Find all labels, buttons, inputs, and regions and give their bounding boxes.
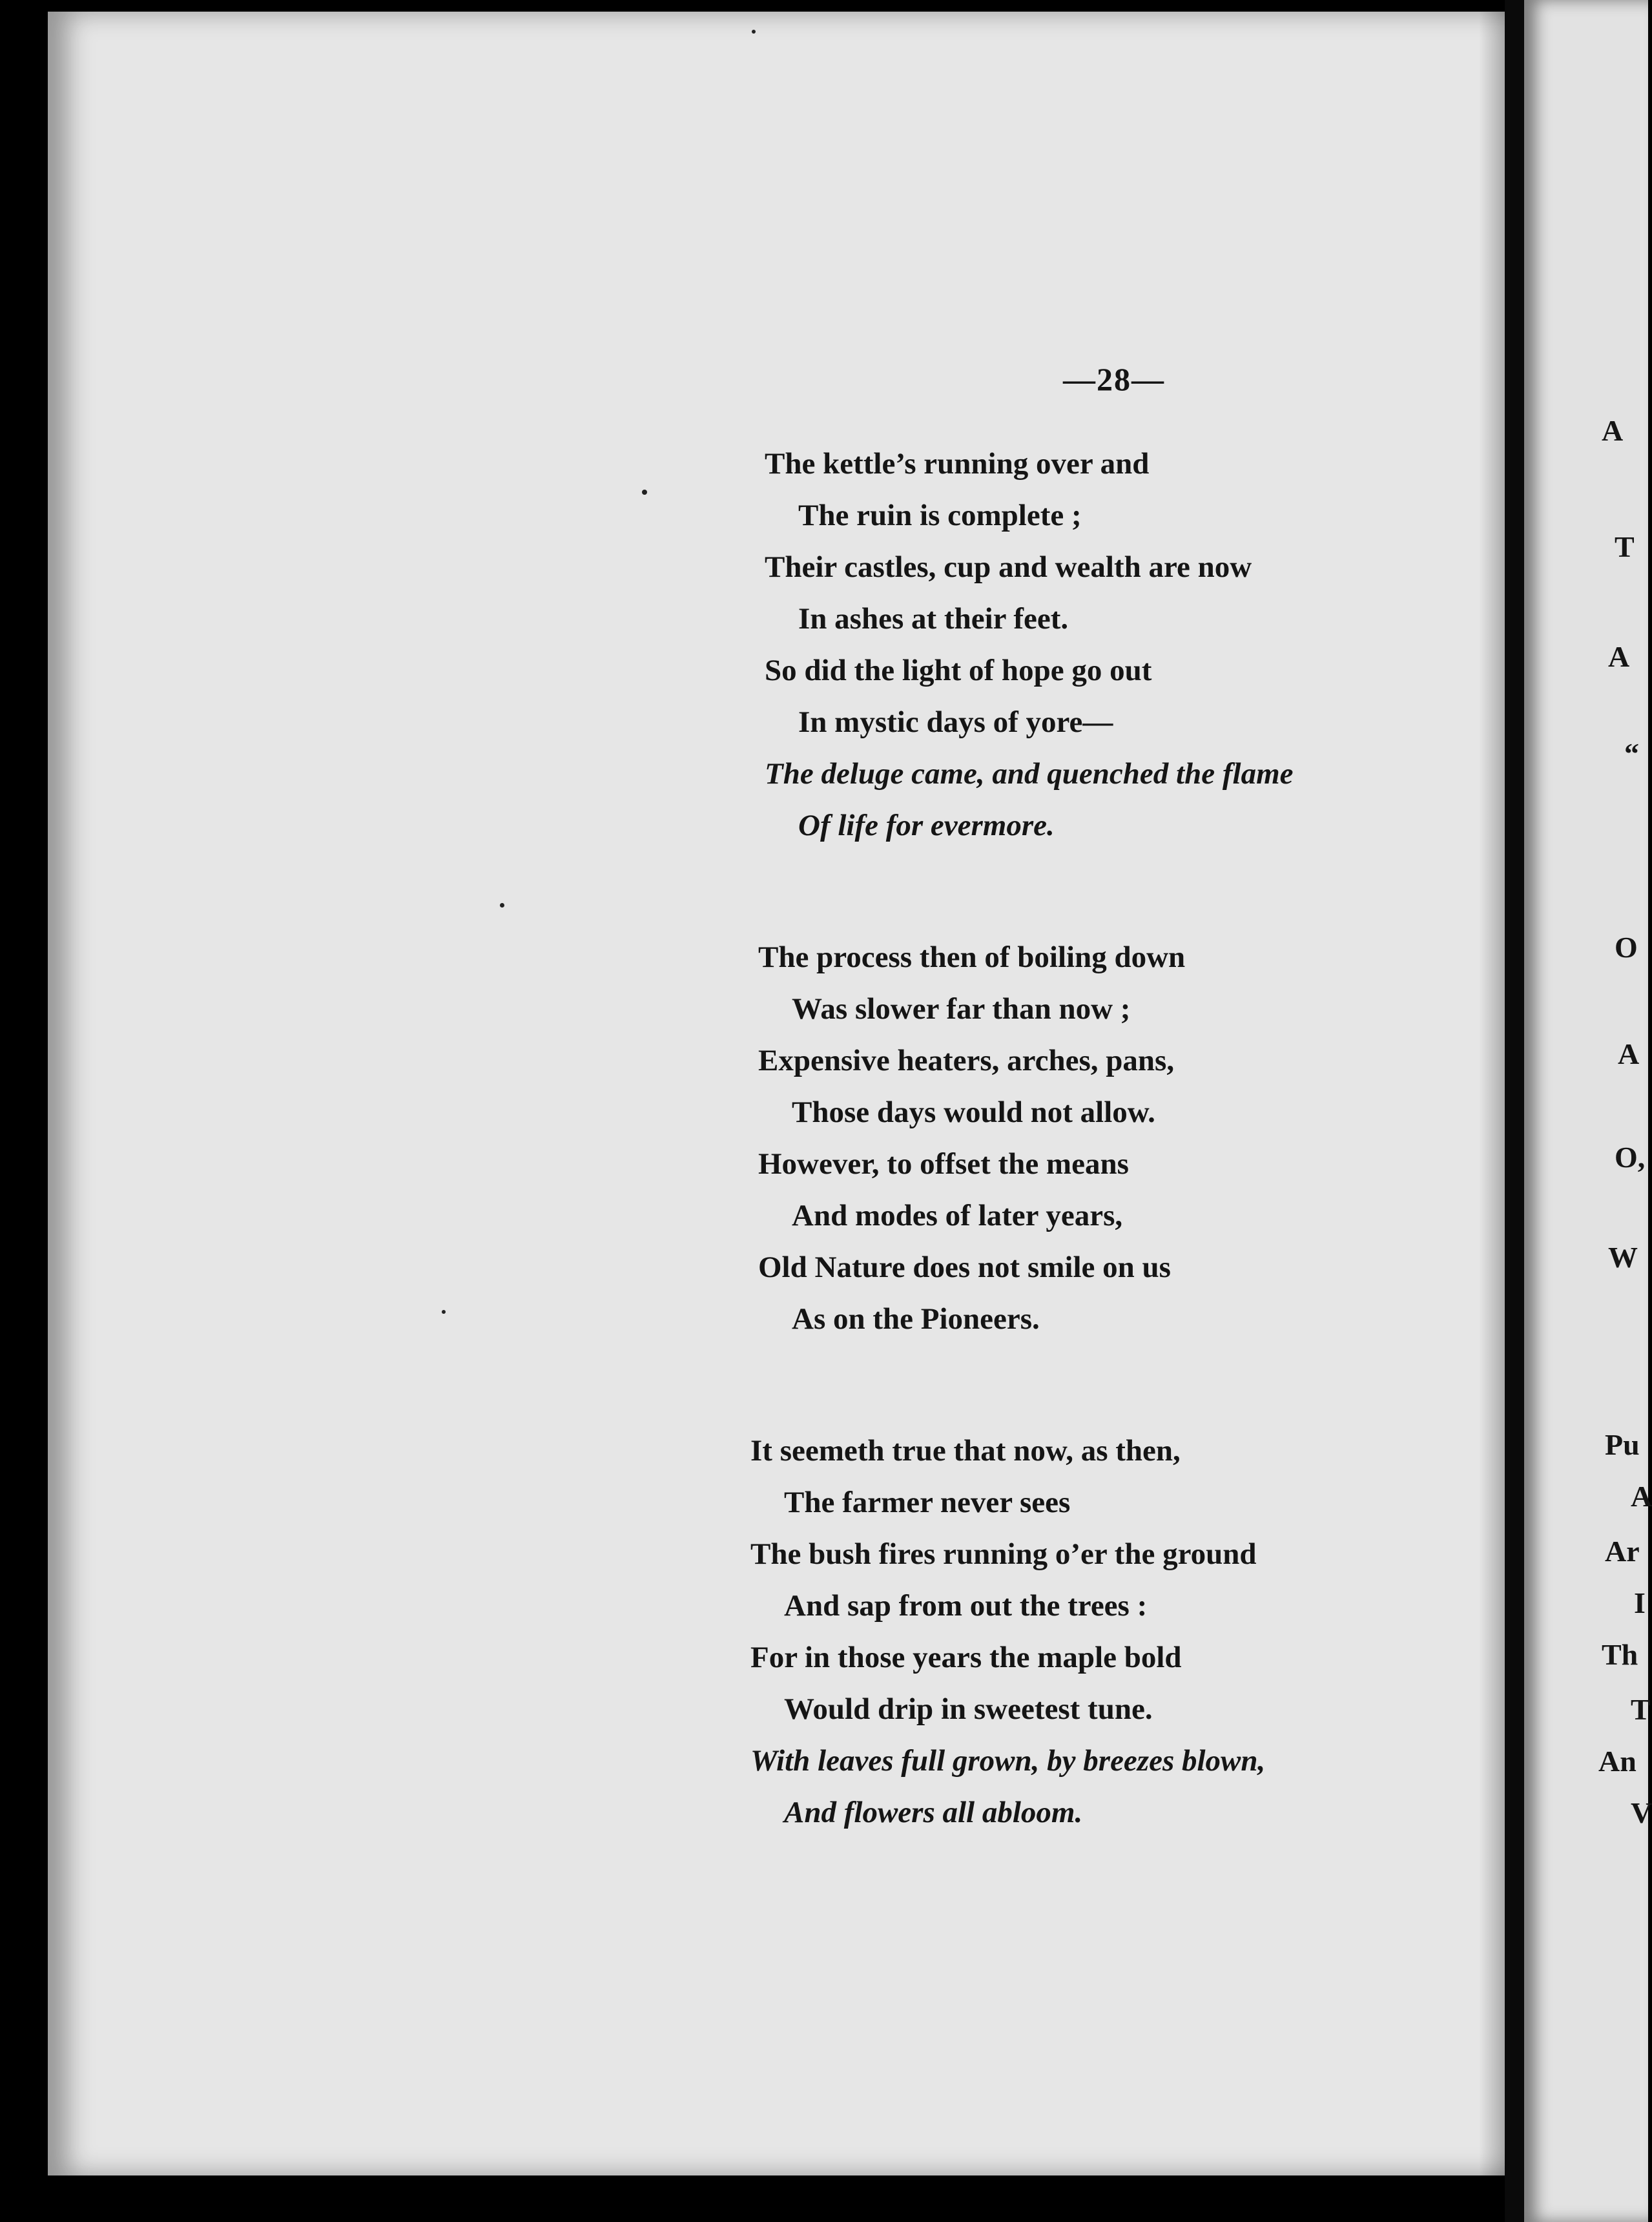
poem-line: However, to offset the means xyxy=(758,1147,1129,1181)
poem-line: Their castles, cup and wealth are now xyxy=(765,550,1252,584)
facing-page-fragment: O xyxy=(1615,931,1638,964)
facing-page-fragment: An xyxy=(1598,1745,1637,1778)
facing-page-fragment: Ar xyxy=(1605,1535,1640,1568)
poem-line: Of life for evermore. xyxy=(798,809,1055,842)
poem-line: In ashes at their feet. xyxy=(798,602,1069,636)
poem xyxy=(750,438,1449,1918)
facing-page-fragment: A xyxy=(1608,640,1630,673)
facing-page-fragment: A xyxy=(1631,1480,1652,1513)
poem-line: The deluge came, and quenched the flame xyxy=(765,757,1294,791)
paper-speck xyxy=(752,30,756,34)
poem-line: Was slower far than now ; xyxy=(792,992,1131,1026)
book-gutter xyxy=(1505,0,1524,2222)
paper-speck xyxy=(500,903,504,908)
facing-page-fragment: O, xyxy=(1615,1141,1646,1174)
poem-line: Would drip in sweetest tune. xyxy=(784,1692,1153,1726)
poem-line: So did the light of hope go out xyxy=(765,654,1152,687)
book-page xyxy=(48,12,1505,2175)
facing-page-fragment: “ xyxy=(1624,737,1639,770)
page-number: —28— xyxy=(1063,361,1165,397)
stanza xyxy=(758,931,1449,1345)
facing-page-fragment: I xyxy=(1634,1586,1646,1619)
poem-line: As on the Pioneers. xyxy=(792,1302,1040,1336)
facing-page-fragment: T xyxy=(1615,530,1635,563)
poem-line: The bush fires running o’er the ground xyxy=(750,1537,1257,1571)
facing-page xyxy=(1524,0,1648,2222)
poem-line: And sap from out the trees : xyxy=(784,1589,1148,1623)
facing-page-fragment: Pu xyxy=(1605,1428,1640,1461)
facing-page-fragment: T xyxy=(1631,1693,1651,1726)
poem-line: The kettle’s running over and xyxy=(765,447,1150,481)
poem-line: And flowers all abloom. xyxy=(784,1796,1083,1829)
facing-page-fragment: A xyxy=(1618,1037,1640,1070)
poem-line: For in those years the maple bold xyxy=(750,1641,1182,1674)
poem-line: In mystic days of yore— xyxy=(798,705,1113,739)
stanza xyxy=(765,438,1449,851)
poem-line: With leaves full grown, by breezes blown, xyxy=(750,1744,1266,1778)
poem-line: It seemeth true that now, as then, xyxy=(750,1434,1181,1468)
poem-line: The ruin is complete ; xyxy=(798,499,1082,532)
poem-line: Those days would not allow. xyxy=(792,1095,1155,1129)
poem-line: Old Nature does not smile on us xyxy=(758,1251,1171,1284)
facing-page-fragment: V xyxy=(1631,1796,1652,1829)
stanza xyxy=(750,1425,1449,1838)
poem-line: The process then of boiling down xyxy=(758,940,1186,974)
facing-page-fragment: Th xyxy=(1602,1638,1638,1671)
poem-line: The farmer never sees xyxy=(784,1486,1071,1519)
facing-page-fragment: A xyxy=(1602,414,1624,447)
paper-speck xyxy=(442,1310,446,1314)
poem-line: And modes of later years, xyxy=(792,1199,1123,1232)
paper-speck xyxy=(642,490,647,495)
poem-line: Expensive heaters, arches, pans, xyxy=(758,1044,1175,1077)
facing-page-fragment: W xyxy=(1608,1241,1638,1274)
